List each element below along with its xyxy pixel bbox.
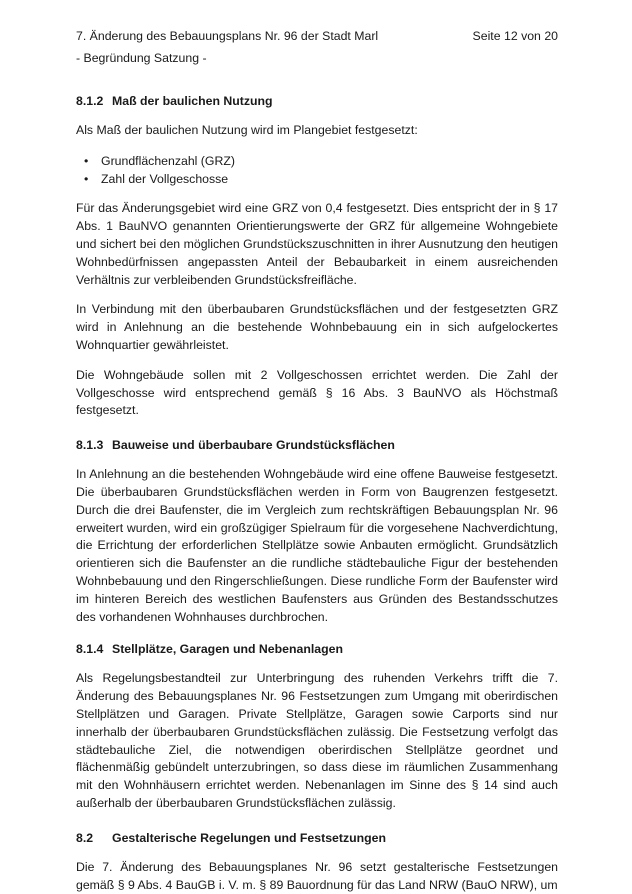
section-number: 8.2 [76, 830, 94, 845]
section-title: Gestalterische Regelungen und Festsetzungen [112, 830, 387, 845]
section-heading-8-1-4 [76, 640, 558, 658]
paragraph: Die Wohngebäude sollen mit 2 Vollgeschossen errichtet werden. Die Zahl der Vollgeschosse wird entsprechend gemäß § 16 Abs. 3 BauNVO als Höchstmaß festgesetzt. [76, 367, 558, 418]
list-item: • Zahl der Vollgeschosse [76, 171, 558, 189]
section-heading-8-1-2 [76, 92, 558, 110]
section-number: 8.1.4 [76, 642, 104, 657]
document-subtitle: - Begründung Satzung - [76, 51, 207, 65]
paragraph: In Verbindung mit den überbaubaren Grundstücksflächen und der festgesetzten GRZ wird in Anlehnung an die bestehende Wohnbebauung ein in sich aufgelockertes Wohnquartier gewährleistet. [76, 302, 558, 352]
section-title: Bauweise und überbaubare Grundstücksflächen [112, 438, 395, 453]
page-header [76, 26, 558, 68]
paragraph: Als Regelungsbestandteil zur Unterbringung des ruhenden Verkehrs trifft die 7. Änderung des Bebauungsplanes Nr. 96 Festsetzungen zum Umgang mit oberirdischen Stellplätzen und Garagen. Private Stellplätze, Garagen sowie Carports sind nur innerhalb der überbaubaren Grundstücksflächen zulässig. Die Festsetzung verfolgt das städtebauliche Ziel, die notwendigen oberirdischen Stellplätze geordnet und flächenmäßig gebündelt unterzubringen, so dass diese im räumlichen Zusammenhang mit den Wohnhäusern errichtet werden. Nebenanlagen im Sinne des § 14 sind auch außerhalb der überbaubaren Grundstücksflächen zulässig. [76, 671, 558, 810]
paragraph: Für das Änderungsgebiet wird eine GRZ von 0,4 festgesetzt. Dies entspricht der in § 17 Abs. 1 BauNVO genannten Orientierungswerte der GRZ für allgemeine Wohngebiete und sichert bei den möglichen Grundstückszuschnitten in ihrer Ausnutzung den heutigen Wohnbedürfnissen angepassten Anteil der Bebaubarkeit in einem ausreichenden Verhältnis zur verbleibenden Grundstücksfreifläche. [76, 201, 558, 287]
section-heading-8-1-3 [76, 436, 558, 454]
document-page [76, 0, 558, 894]
section-heading-8-2 [76, 829, 558, 847]
list-item: • Grundflächenzahl (GRZ) [76, 153, 558, 171]
section-title: Stellplätze, Garagen und Nebenanlagen [112, 642, 343, 657]
section-number: 8.1.3 [76, 438, 104, 453]
document-title: 7. Änderung des Bebauungsplans Nr. 96 der Stadt Marl [76, 29, 379, 43]
page-number: Seite 12 von 20 [472, 29, 558, 43]
bullet-list [76, 153, 558, 189]
paragraph: Die 7. Änderung des Bebauungsplanes Nr. 96 setzt gestalterische Festsetzungen gemäß § 9 Abs. 4 BauGB i. V. m. § 89 Bauordnung für das Land NRW (BauO NRW), um [76, 859, 558, 892]
paragraph: In Anlehnung an die bestehenden Wohngebäude wird eine offene Bauweise festgesetzt. Die überbaubaren Grundstücksflächen werden in Form von Baugrenzen festgesetzt. Durch die drei Baufenster, die im Vergleich zum rechtskräftigen Bebauungsplan Nr. 96 erweitert wurden, wird ein großzügiger Spielraum für die vorgesehene Nachverdichtung, die Errichtung der erforderlichen Stellplätze sowie Anbauten ermöglicht. Grundsätzlich orientieren sich die Baufenster an die rundliche städtebauliche Figur der bestehenden Wohnbebauung und den Ringerschließungen. Diese rundliche Form der Baufenster wird im hinteren Bereich des westlichen Baufensters aus Gründen des Bestandsschutzes des vorhandenen Wohnhauses durchbrochen. [76, 467, 558, 624]
paragraph-intro: Als Maß der baulichen Nutzung wird im Plangebiet festgesetzt: [76, 123, 418, 137]
section-number: 8.1.2 [76, 94, 104, 108]
section-title: Maß der baulichen Nutzung [112, 94, 273, 108]
